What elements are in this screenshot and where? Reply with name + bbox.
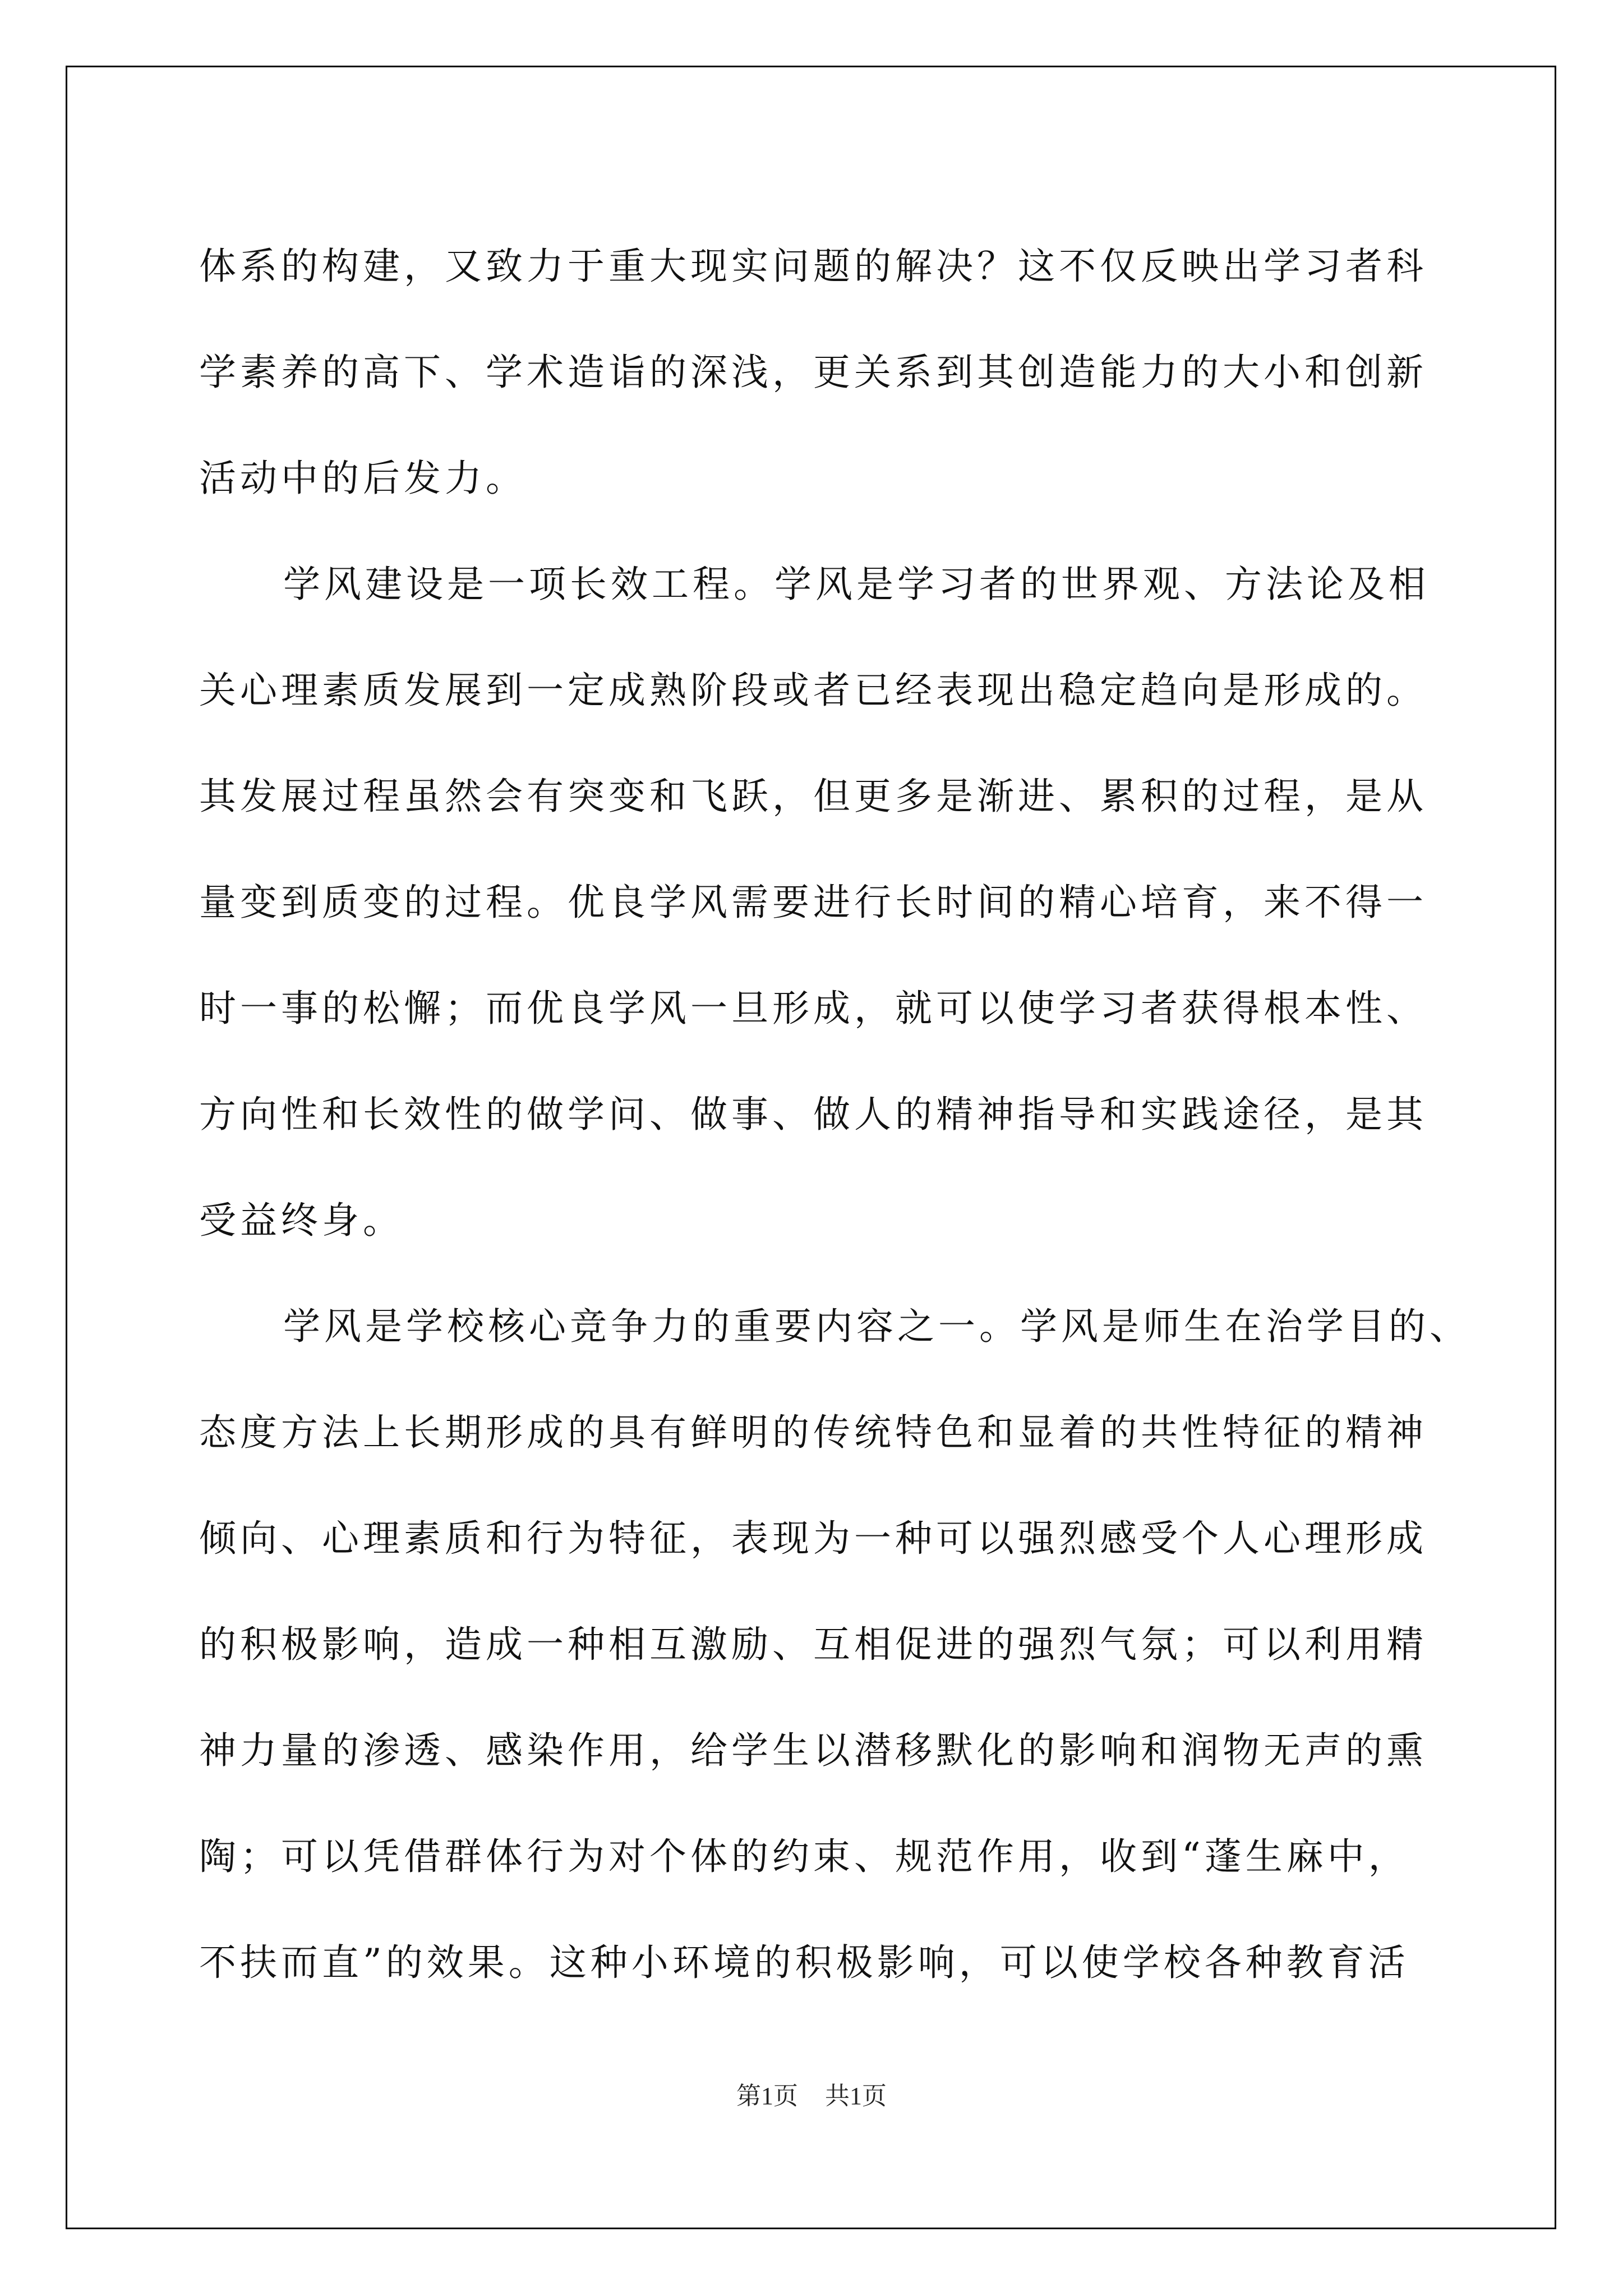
page-total: 共1页 [825,2082,887,2110]
text-line: 方向性和长效性的做学问、做事、做人的精神指导和实践途径，是其 [199,1093,1427,1136]
text-line: 受益终身。 [199,1199,404,1242]
text-line: 时一事的松懈；而优良学风一旦形成，就可以使学习者获得根本性、 [199,987,1427,1030]
text-line: 不扶而直”的效果。这种小环境的积极影响，可以使学校各种教育活 [199,1941,1409,1984]
text-line: 陶；可以凭借群体行为对个体的约束、规范作用，收到“蓬生麻中， [199,1835,1409,1878]
text-line: 的积极影响，造成一种相互激励、互相促进的强烈气氛；可以利用精 [199,1623,1427,1666]
document-body [199,213,1470,2016]
page-number: 第1页 [736,2082,798,2110]
text-line: 其发展过程虽然会有突变和飞跃，但更多是渐进、累积的过程，是从 [199,775,1427,818]
text-line: 量变到质变的过程。优良学风需要进行长时间的精心培育，来不得一 [199,881,1427,924]
text-line: 体系的构建，又致力于重大现实问题的解决？这不仅反映出学习者科 [199,245,1427,288]
text-line: 神力量的渗透、感染作用，给学生以潜移默化的影响和润物无声的熏 [199,1729,1427,1772]
paragraph-first-line: 学风建设是一项长效工程。学风是学习者的世界观、方法论及相 [283,563,1430,606]
page-footer [0,2076,1623,2111]
paragraph-first-line: 学风是学校核心竞争力的重要内容之一。学风是师生在治学目的、 [283,1305,1470,1348]
text-line: 活动中的后发力。 [199,457,527,500]
text-line: 态度方法上长期形成的具有鲜明的传统特色和显着的共性特征的精神 [199,1411,1427,1454]
text-line: 倾向、心理素质和行为特征，表现为一种可以强烈感受个人心理形成 [199,1517,1427,1560]
text-line: 关心理素质发展到一定成熟阶段或者已经表现出稳定趋向是形成的。 [199,669,1427,712]
text-line: 学素养的高下、学术造诣的深浅，更关系到其创造能力的大小和创新 [199,351,1427,394]
